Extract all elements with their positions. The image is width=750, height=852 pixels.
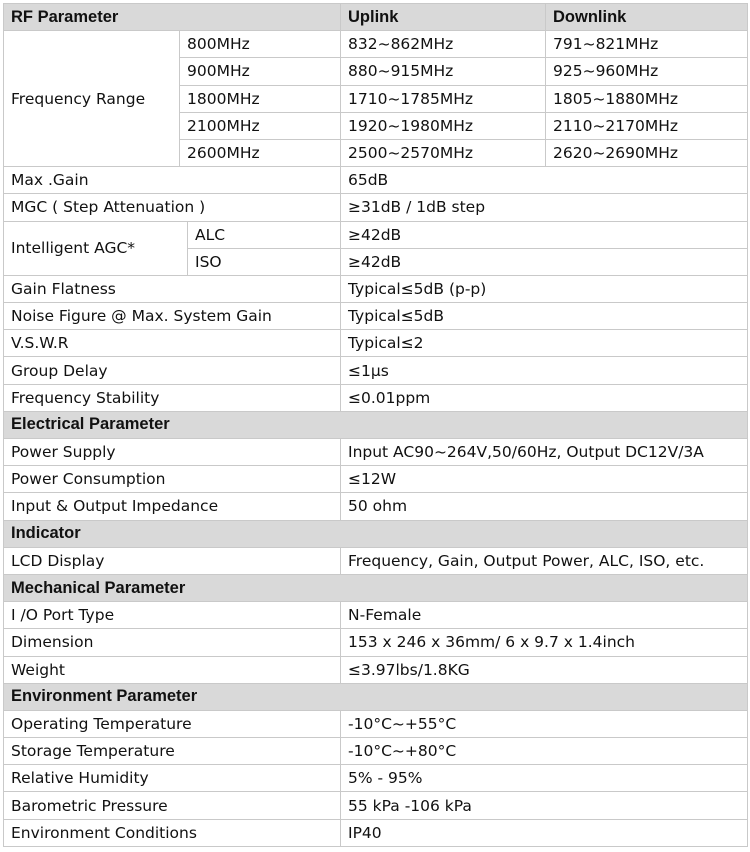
downlink-heading: Downlink xyxy=(546,4,748,31)
uplink-value: 880~915MHz xyxy=(341,58,546,85)
spec-value: Typical≤5dB (p-p) xyxy=(341,275,748,302)
spec-row xyxy=(4,493,748,520)
section-header-electrical xyxy=(4,411,748,438)
spec-label: Weight xyxy=(4,656,341,683)
spec-label: Power Consumption xyxy=(4,466,341,493)
spec-row xyxy=(4,656,748,683)
frequency-range-label: Frequency Range xyxy=(4,31,180,167)
spec-label: Gain Flatness xyxy=(4,275,341,302)
spec-value: Frequency, Gain, Output Power, ALC, ISO, etc. xyxy=(341,547,748,574)
spec-value: -10°C~+80°C xyxy=(341,738,748,765)
section-title: Mechanical Parameter xyxy=(4,574,748,601)
agc-alc-row xyxy=(4,221,748,248)
spec-label: Relative Humidity xyxy=(4,765,341,792)
spec-row xyxy=(4,629,748,656)
spec-row xyxy=(4,602,748,629)
band-label: 2600MHz xyxy=(180,139,341,166)
band-label: 2100MHz xyxy=(180,112,341,139)
downlink-value: 791~821MHz xyxy=(546,31,748,58)
uplink-value: 2500~2570MHz xyxy=(341,139,546,166)
spec-row xyxy=(4,792,748,819)
spec-label: Group Delay xyxy=(4,357,341,384)
max-gain-row xyxy=(4,167,748,194)
spec-value: 5% - 95% xyxy=(341,765,748,792)
spec-label: Frequency Stability xyxy=(4,384,341,411)
alc-label: ALC xyxy=(188,221,341,248)
spec-value: Input AC90~264V,50/60Hz, Output DC12V/3A xyxy=(341,439,748,466)
uplink-value: 1710~1785MHz xyxy=(341,85,546,112)
band-label: 800MHz xyxy=(180,31,341,58)
rf-header-row xyxy=(4,4,748,31)
spec-label: Noise Figure @ Max. System Gain xyxy=(4,303,341,330)
section-header-mechanical xyxy=(4,574,748,601)
spec-table xyxy=(3,3,748,847)
spec-row xyxy=(4,439,748,466)
spec-value: ≤0.01ppm xyxy=(341,384,748,411)
uplink-value: 832~862MHz xyxy=(341,31,546,58)
downlink-value: 2110~2170MHz xyxy=(546,112,748,139)
spec-row xyxy=(4,384,748,411)
spec-value: 153 x 246 x 36mm/ 6 x 9.7 x 1.4inch xyxy=(341,629,748,656)
spec-label: I /O Port Type xyxy=(4,602,341,629)
max-gain-label: Max .Gain xyxy=(4,167,341,194)
rf-parameter-heading: RF Parameter xyxy=(4,4,341,31)
section-title: Environment Parameter xyxy=(4,683,748,710)
spec-value: 55 kPa -106 kPa xyxy=(341,792,748,819)
spec-row xyxy=(4,765,748,792)
spec-row xyxy=(4,738,748,765)
spec-row xyxy=(4,710,748,737)
spec-value: ≤12W xyxy=(341,466,748,493)
spec-label: Dimension xyxy=(4,629,341,656)
uplink-heading: Uplink xyxy=(341,4,546,31)
spec-value: Typical≤2 xyxy=(341,330,748,357)
spec-label: Operating Temperature xyxy=(4,710,341,737)
spec-value: -10°C~+55°C xyxy=(341,710,748,737)
section-header-indicator xyxy=(4,520,748,547)
spec-label: Barometric Pressure xyxy=(4,792,341,819)
spec-value: ≤3.97lbs/1.8KG xyxy=(341,656,748,683)
spec-label: LCD Display xyxy=(4,547,341,574)
iso-value: ≥42dB xyxy=(341,248,748,275)
mgc-row xyxy=(4,194,748,221)
band-label: 900MHz xyxy=(180,58,341,85)
spec-row xyxy=(4,547,748,574)
section-header-environment xyxy=(4,683,748,710)
spec-value: ≤1μs xyxy=(341,357,748,384)
spec-row xyxy=(4,330,748,357)
spec-value: N-Female xyxy=(341,602,748,629)
spec-label: Input & Output Impedance xyxy=(4,493,341,520)
iso-label: ISO xyxy=(188,248,341,275)
section-title: Indicator xyxy=(4,520,748,547)
downlink-value: 925~960MHz xyxy=(546,58,748,85)
uplink-value: 1920~1980MHz xyxy=(341,112,546,139)
spec-label: V.S.W.R xyxy=(4,330,341,357)
max-gain-value: 65dB xyxy=(341,167,748,194)
frequency-row xyxy=(4,31,748,58)
mgc-label: MGC ( Step Attenuation ) xyxy=(4,194,341,221)
alc-value: ≥42dB xyxy=(341,221,748,248)
section-title: Electrical Parameter xyxy=(4,411,748,438)
downlink-value: 1805~1880MHz xyxy=(546,85,748,112)
spec-label: Environment Conditions xyxy=(4,819,341,846)
intelligent-agc-label: Intelligent AGC* xyxy=(4,221,188,275)
spec-row xyxy=(4,466,748,493)
spec-row xyxy=(4,819,748,846)
mgc-value: ≥31dB / 1dB step xyxy=(341,194,748,221)
downlink-value: 2620~2690MHz xyxy=(546,139,748,166)
spec-value: IP40 xyxy=(341,819,748,846)
band-label: 1800MHz xyxy=(180,85,341,112)
spec-row xyxy=(4,357,748,384)
spec-row xyxy=(4,275,748,302)
spec-value: Typical≤5dB xyxy=(341,303,748,330)
spec-label: Storage Temperature xyxy=(4,738,341,765)
spec-value: 50 ohm xyxy=(341,493,748,520)
spec-label: Power Supply xyxy=(4,439,341,466)
spec-row xyxy=(4,303,748,330)
